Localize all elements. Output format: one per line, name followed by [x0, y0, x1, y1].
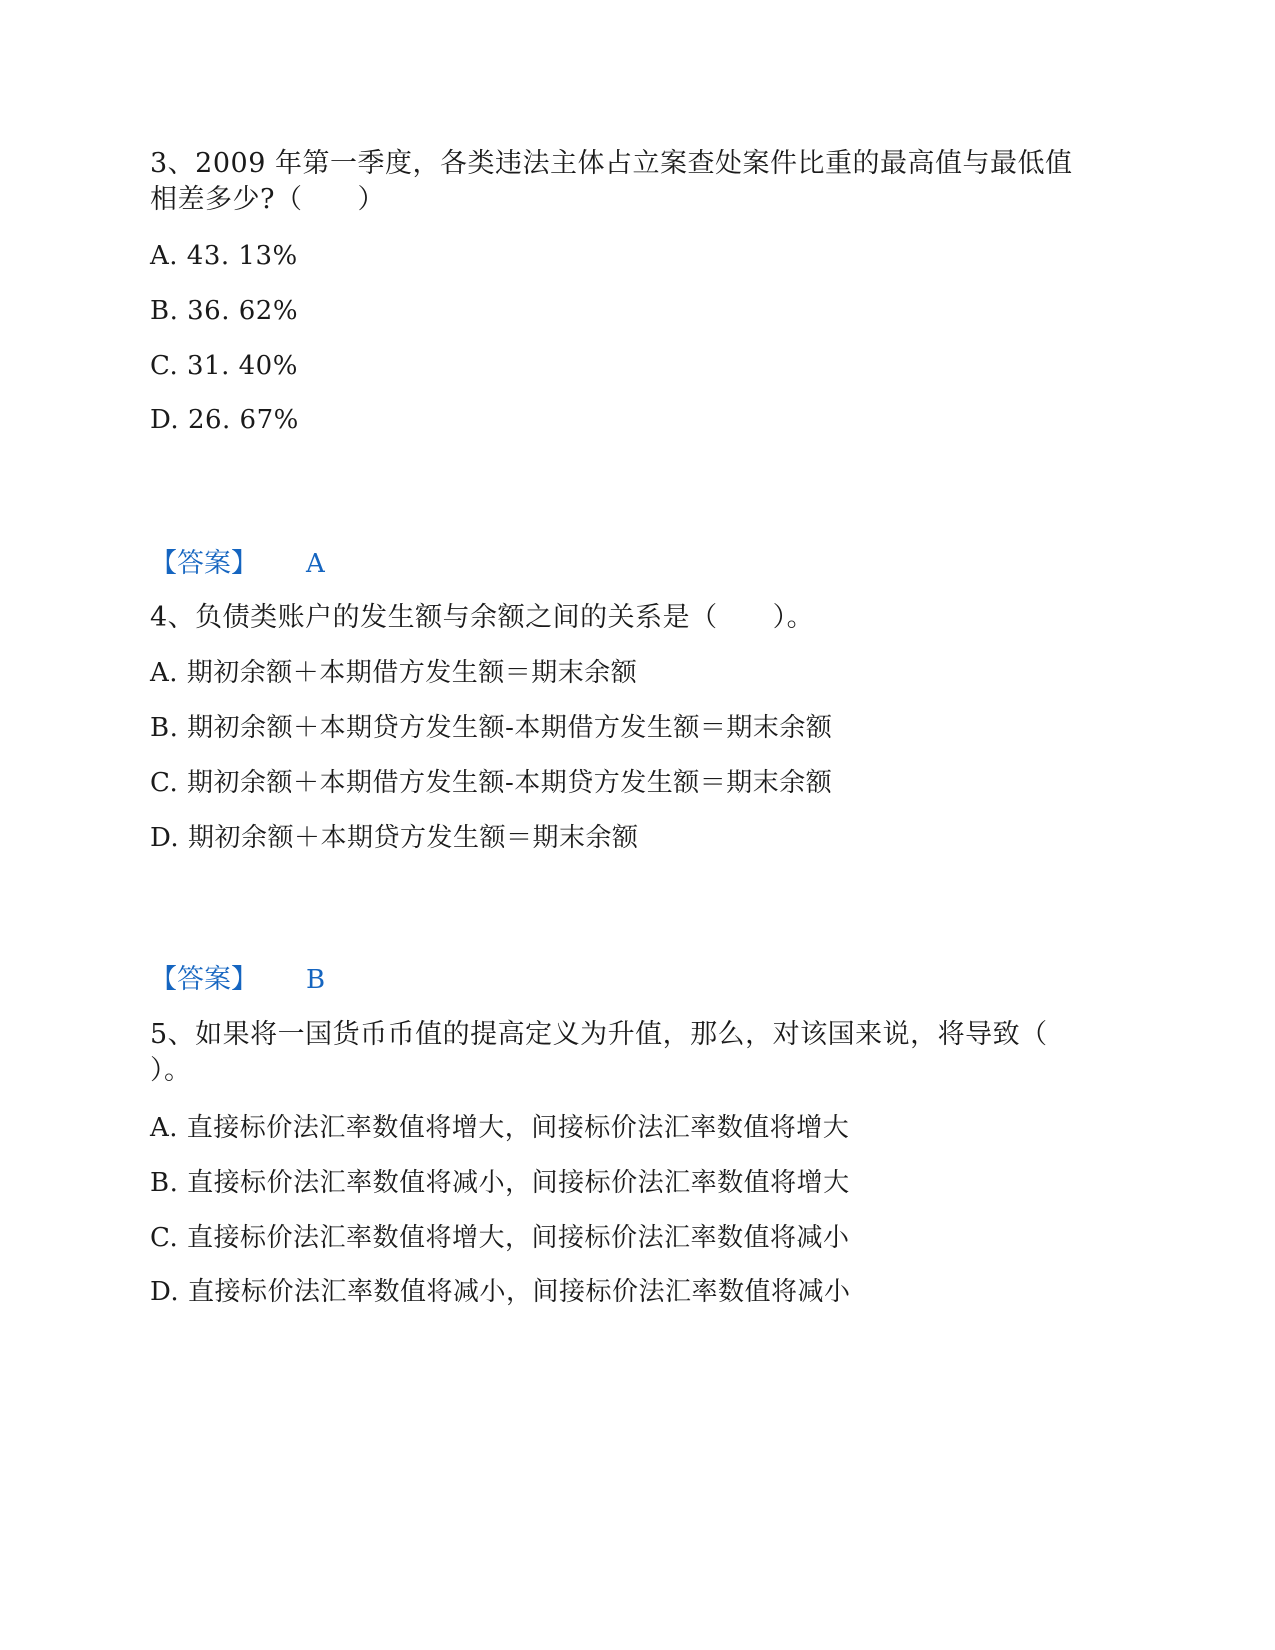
question-5-stem-line-1: 5、如果将一国货币币值的提高定义为升值，那么，对该国来说，将导致（ — [150, 1019, 1048, 1050]
question-3-option-d: D. 26. 67% — [150, 405, 299, 435]
question-3-stem-line-1: 3、2009 年第一季度，各类违法主体占立案查处案件比重的最高值与最低值 — [150, 148, 1073, 179]
answer-value: B — [306, 965, 326, 995]
question-3-answer — [150, 546, 325, 582]
question-4-option-c: C. 期初余额＋本期借方发生额-本期贷方发生额＝期末余额 — [150, 768, 833, 798]
answer-label: 【答案】 — [150, 548, 258, 579]
answer-label: 【答案】 — [150, 964, 258, 995]
question-4-option-b: B. 期初余额＋本期贷方发生额-本期借方发生额＝期末余额 — [150, 713, 833, 743]
question-4-option-a: A. 期初余额＋本期借方发生额＝期末余额 — [150, 658, 638, 688]
question-5-stem-line-2: ）。 — [150, 1055, 192, 1086]
question-3-stem-line-2: 相差多少?（ ） — [150, 184, 385, 215]
question-4-stem-line-1: 4、负债类账户的发生额与余额之间的关系是（ ）。 — [150, 602, 815, 633]
question-5-option-c: C. 直接标价法汇率数值将增大，间接标价法汇率数值将减小 — [150, 1223, 850, 1253]
question-5-option-a: A. 直接标价法汇率数值将增大，间接标价法汇率数值将增大 — [150, 1113, 850, 1143]
question-4-answer — [150, 962, 325, 998]
question-5-option-b: B. 直接标价法汇率数值将减小，间接标价法汇率数值将增大 — [150, 1168, 850, 1198]
answer-value: A — [306, 549, 325, 579]
question-5-option-d: D. 直接标价法汇率数值将减小，间接标价法汇率数值将减小 — [150, 1277, 851, 1307]
question-3-option-b: B. 36. 62% — [150, 296, 299, 326]
question-3-option-c: C. 31. 40% — [150, 351, 298, 381]
question-4-option-d: D. 期初余额＋本期贷方发生额＝期末余额 — [150, 823, 639, 853]
question-3-option-a: A. 43. 13% — [150, 241, 298, 271]
